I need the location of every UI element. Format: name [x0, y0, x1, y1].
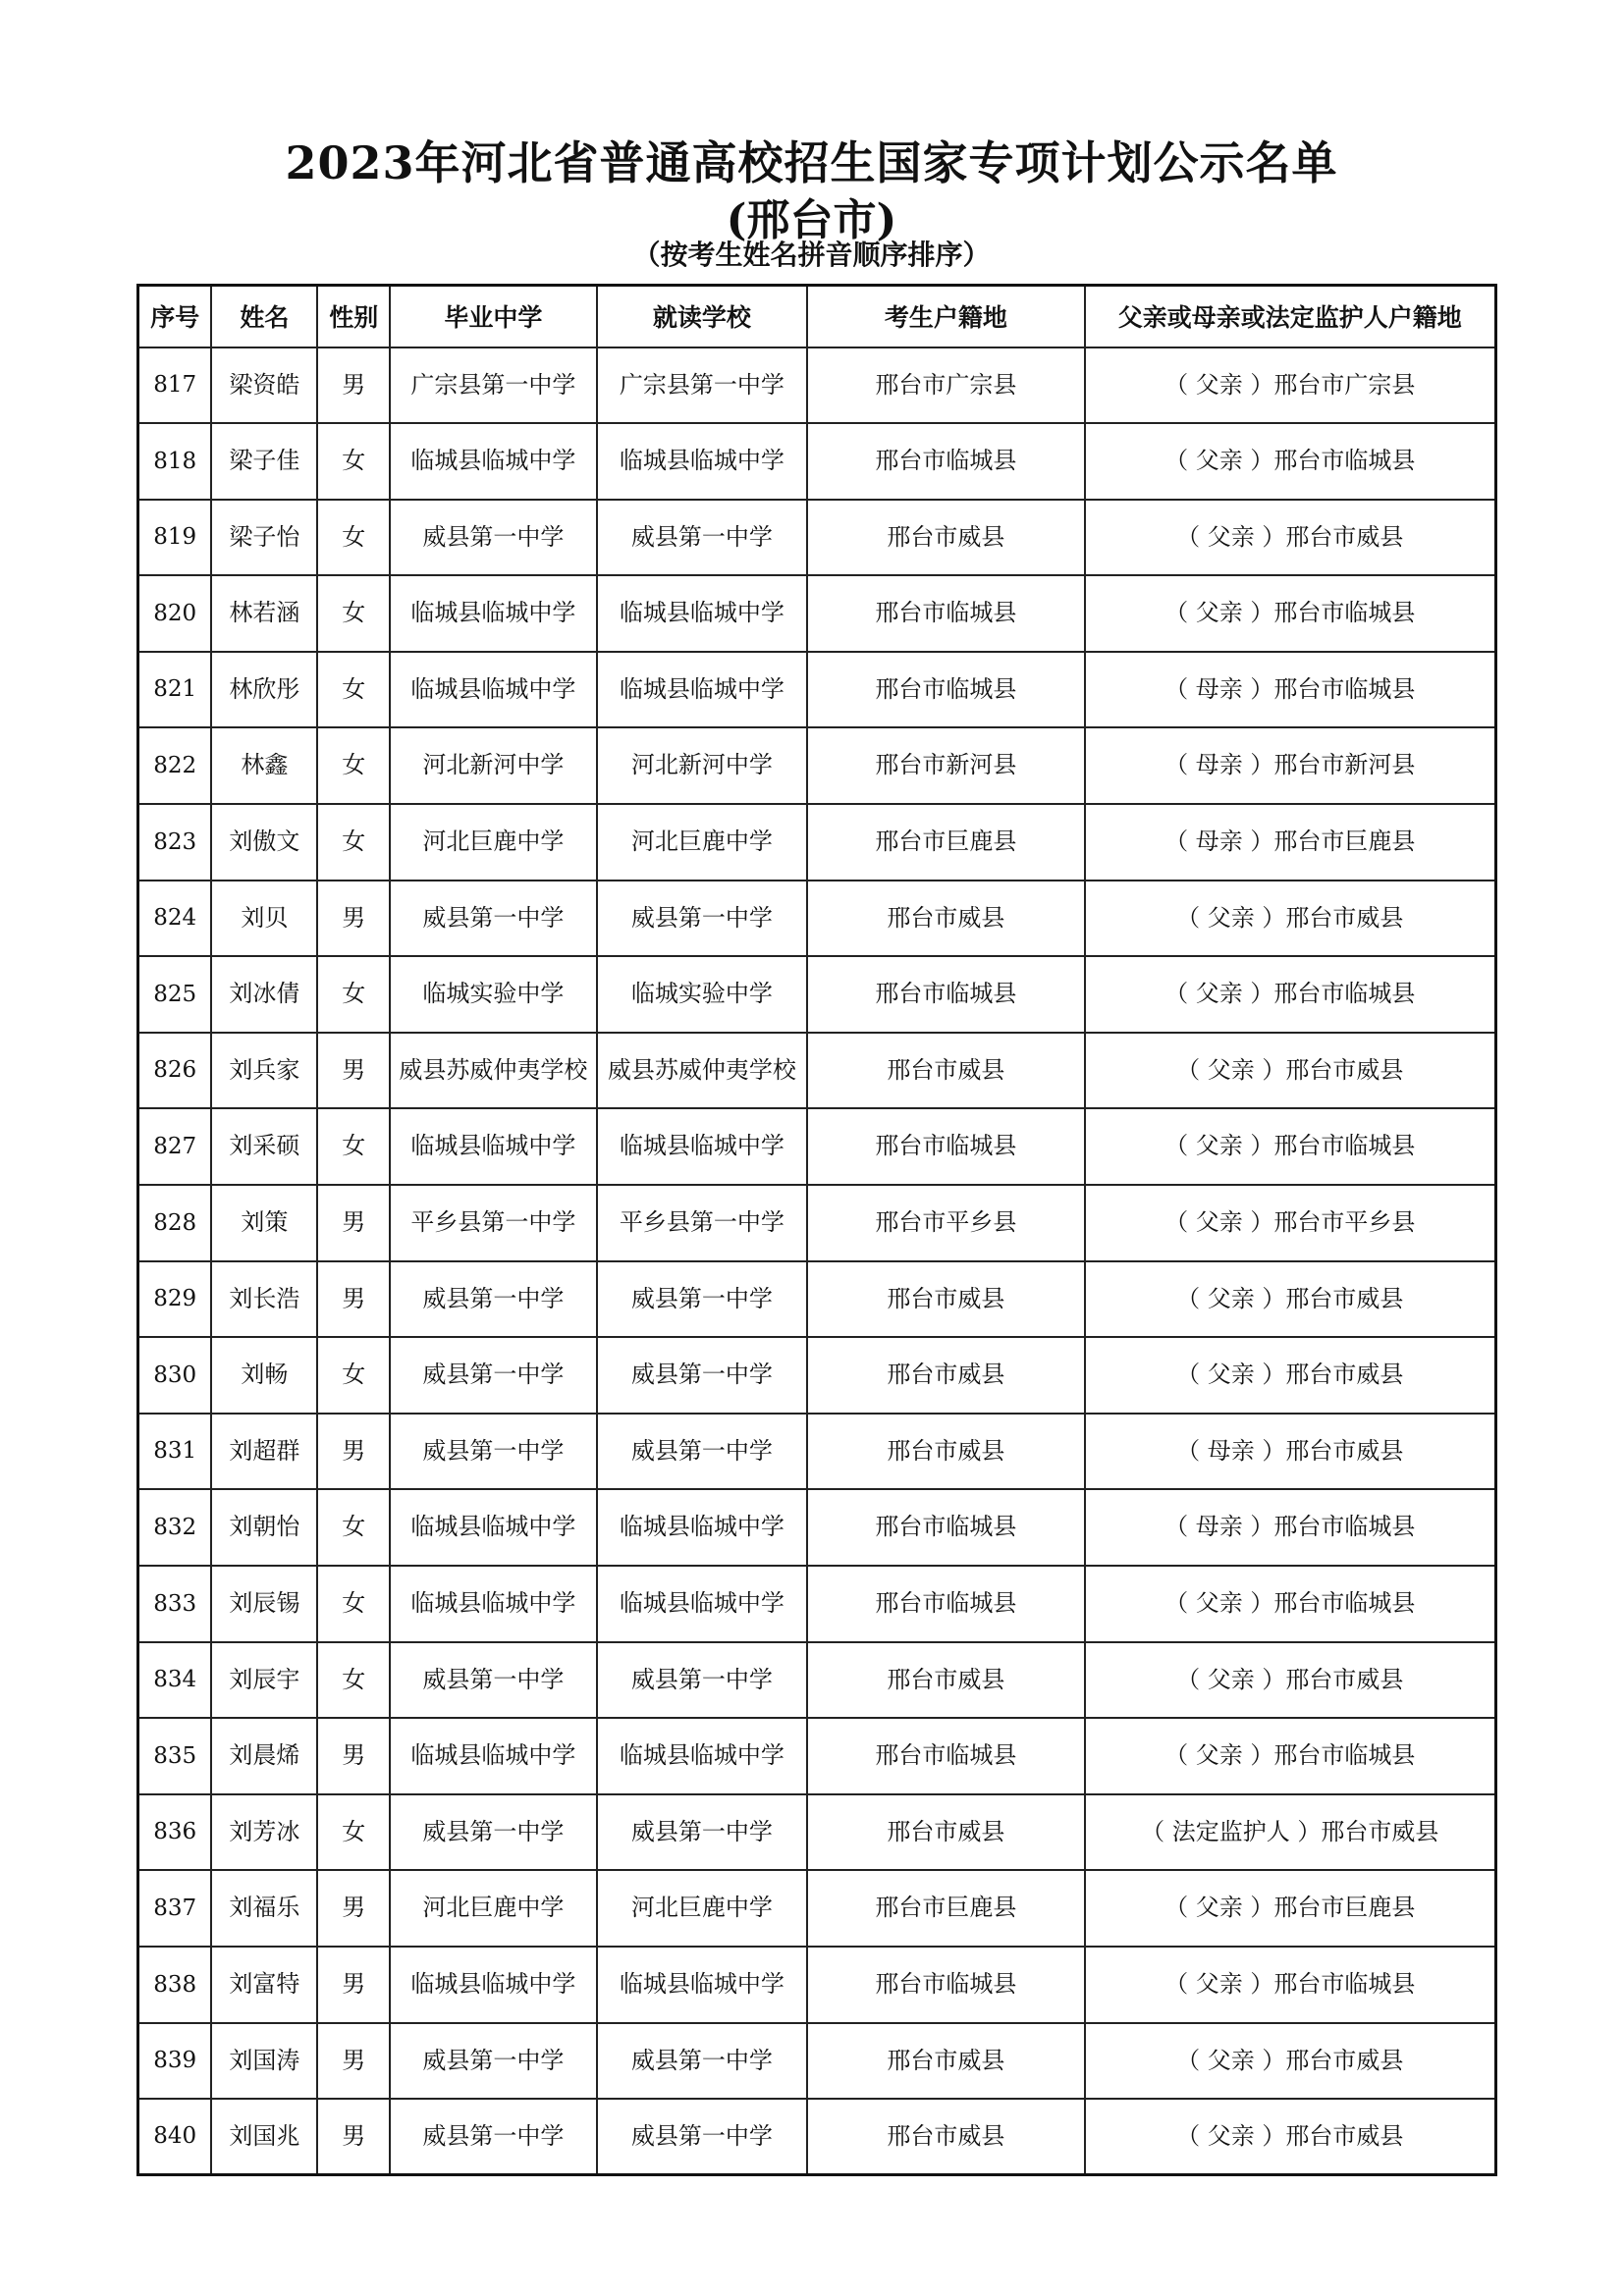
cell-graduated-school: 平乡县第一中学: [390, 1185, 596, 1261]
cell-name: 林鑫: [211, 727, 317, 804]
cell-graduated-school: 临城县临城中学: [390, 652, 596, 728]
cell-name: 刘富特: [211, 1947, 317, 2023]
cell-gender: 男: [317, 1185, 390, 1261]
table-row: [138, 1794, 1496, 1871]
cell-index: 825: [138, 956, 212, 1033]
cell-graduated-school: 威县第一中学: [390, 2099, 596, 2175]
cell-current-school: 威县第一中学: [597, 2023, 808, 2100]
col-header-student-residence: 考生户籍地: [807, 286, 1084, 347]
cell-guardian-residence: （ 父亲 ）邢台市威县: [1085, 2023, 1496, 2100]
col-header-index: 序号: [138, 286, 212, 347]
cell-graduated-school: 临城县临城中学: [390, 1489, 596, 1566]
cell-current-school: 威县第一中学: [597, 1794, 808, 1871]
cell-graduated-school: 河北新河中学: [390, 727, 596, 804]
table-row: [138, 1261, 1496, 1338]
cell-guardian-residence: （ 母亲 ）邢台市新河县: [1085, 727, 1496, 804]
cell-graduated-school: 威县第一中学: [390, 2023, 596, 2100]
cell-name: 林欣彤: [211, 652, 317, 728]
table-body: [138, 347, 1496, 2175]
cell-current-school: 河北巨鹿中学: [597, 1870, 808, 1947]
col-header-gender: 性别: [317, 286, 390, 347]
cell-index: 826: [138, 1033, 212, 1109]
header-row: [138, 286, 1496, 347]
cell-name: 刘贝: [211, 881, 317, 957]
cell-name: 刘国兆: [211, 2099, 317, 2175]
cell-gender: 男: [317, 1261, 390, 1338]
table-row: [138, 1566, 1496, 1642]
cell-guardian-residence: （ 父亲 ）邢台市平乡县: [1085, 1185, 1496, 1261]
cell-index: 840: [138, 2099, 212, 2175]
cell-name: 刘冰倩: [211, 956, 317, 1033]
cell-gender: 男: [317, 881, 390, 957]
cell-graduated-school: 威县第一中学: [390, 881, 596, 957]
document-subtitle: (邢台市): [726, 195, 897, 245]
cell-gender: 男: [317, 1414, 390, 1490]
cell-gender: 女: [317, 804, 390, 881]
cell-graduated-school: 威县苏威仲夷学校: [390, 1033, 596, 1109]
table-row: [138, 881, 1496, 957]
cell-graduated-school: 威县第一中学: [390, 1261, 596, 1338]
cell-index: 833: [138, 1566, 212, 1642]
cell-current-school: 临城县临城中学: [597, 652, 808, 728]
cell-index: 832: [138, 1489, 212, 1566]
cell-current-school: 临城县临城中学: [597, 1947, 808, 2023]
cell-gender: 女: [317, 1794, 390, 1871]
cell-student-residence: 邢台市巨鹿县: [807, 1870, 1084, 1947]
cell-name: 刘朝怡: [211, 1489, 317, 1566]
cell-graduated-school: 临城县临城中学: [390, 1947, 596, 2023]
cell-graduated-school: 河北巨鹿中学: [390, 1870, 596, 1947]
cell-index: 828: [138, 1185, 212, 1261]
cell-index: 819: [138, 500, 212, 576]
cell-guardian-residence: （ 法定监护人 ）邢台市威县: [1085, 1794, 1496, 1871]
cell-guardian-residence: （ 母亲 ）邢台市巨鹿县: [1085, 804, 1496, 881]
cell-index: 822: [138, 727, 212, 804]
cell-guardian-residence: （ 父亲 ）邢台市巨鹿县: [1085, 1870, 1496, 1947]
cell-name: 林若涵: [211, 575, 317, 652]
col-header-current-school: 就读学校: [597, 286, 808, 347]
cell-student-residence: 邢台市临城县: [807, 1108, 1084, 1185]
cell-graduated-school: 临城县临城中学: [390, 1718, 596, 1794]
cell-guardian-residence: （ 父亲 ）邢台市威县: [1085, 2099, 1496, 2175]
cell-graduated-school: 临城县临城中学: [390, 423, 596, 500]
cell-name: 梁子怡: [211, 500, 317, 576]
sort-note: （按考生姓名拼音顺序排序）: [632, 239, 991, 271]
table-row: [138, 2023, 1496, 2100]
cell-current-school: 威县第一中学: [597, 881, 808, 957]
cell-index: 831: [138, 1414, 212, 1490]
cell-graduated-school: 临城实验中学: [390, 956, 596, 1033]
cell-guardian-residence: （ 父亲 ）邢台市广宗县: [1085, 347, 1496, 424]
cell-current-school: 威县第一中学: [597, 1337, 808, 1414]
cell-gender: 女: [317, 727, 390, 804]
cell-student-residence: 邢台市临城县: [807, 1489, 1084, 1566]
cell-gender: 女: [317, 575, 390, 652]
cell-name: 梁资皓: [211, 347, 317, 424]
cell-index: 838: [138, 1947, 212, 2023]
table-row: [138, 727, 1496, 804]
cell-guardian-residence: （ 父亲 ）邢台市临城县: [1085, 1718, 1496, 1794]
cell-current-school: 广宗县第一中学: [597, 347, 808, 424]
cell-name: 刘畅: [211, 1337, 317, 1414]
cell-guardian-residence: （ 父亲 ）邢台市临城县: [1085, 1947, 1496, 2023]
cell-graduated-school: 威县第一中学: [390, 1414, 596, 1490]
cell-index: 823: [138, 804, 212, 881]
table-row: [138, 1185, 1496, 1261]
cell-name: 刘策: [211, 1185, 317, 1261]
cell-current-school: 威县第一中学: [597, 1414, 808, 1490]
cell-student-residence: 邢台市威县: [807, 1642, 1084, 1719]
cell-gender: 男: [317, 2023, 390, 2100]
cell-name: 刘兵家: [211, 1033, 317, 1109]
cell-guardian-residence: （ 母亲 ）邢台市临城县: [1085, 652, 1496, 728]
cell-gender: 男: [317, 347, 390, 424]
cell-name: 刘超群: [211, 1414, 317, 1490]
cell-gender: 女: [317, 500, 390, 576]
cell-index: 839: [138, 2023, 212, 2100]
cell-graduated-school: 临城县临城中学: [390, 575, 596, 652]
cell-guardian-residence: （ 父亲 ）邢台市临城县: [1085, 1566, 1496, 1642]
cell-graduated-school: 威县第一中学: [390, 500, 596, 576]
cell-student-residence: 邢台市临城县: [807, 575, 1084, 652]
cell-name: 刘晨烯: [211, 1718, 317, 1794]
cell-name: 梁子佳: [211, 423, 317, 500]
cell-guardian-residence: （ 父亲 ）邢台市临城县: [1085, 956, 1496, 1033]
cell-student-residence: 邢台市临城县: [807, 1566, 1084, 1642]
cell-student-residence: 邢台市威县: [807, 2099, 1084, 2175]
cell-student-residence: 邢台市临城县: [807, 1947, 1084, 2023]
table-row: [138, 1337, 1496, 1414]
table-row: [138, 575, 1496, 652]
cell-gender: 女: [317, 1642, 390, 1719]
document-title: 2023年河北省普通高校招生国家专项计划公示名单: [285, 136, 1338, 189]
cell-index: 817: [138, 347, 212, 424]
cell-gender: 女: [317, 1489, 390, 1566]
cell-current-school: 威县第一中学: [597, 1261, 808, 1338]
cell-guardian-residence: （ 父亲 ）邢台市临城县: [1085, 575, 1496, 652]
cell-name: 刘国涛: [211, 2023, 317, 2100]
cell-current-school: 河北新河中学: [597, 727, 808, 804]
cell-index: 820: [138, 575, 212, 652]
cell-index: 834: [138, 1642, 212, 1719]
cell-guardian-residence: （ 父亲 ）邢台市威县: [1085, 1642, 1496, 1719]
table-row: [138, 2099, 1496, 2175]
cell-current-school: 临城县临城中学: [597, 1108, 808, 1185]
cell-guardian-residence: （ 父亲 ）邢台市威县: [1085, 881, 1496, 957]
table-row: [138, 956, 1496, 1033]
cell-guardian-residence: （ 母亲 ）邢台市临城县: [1085, 1489, 1496, 1566]
col-header-name: 姓名: [211, 286, 317, 347]
cell-student-residence: 邢台市临城县: [807, 956, 1084, 1033]
cell-guardian-residence: （ 父亲 ）邢台市威县: [1085, 1337, 1496, 1414]
cell-name: 刘采硕: [211, 1108, 317, 1185]
cell-graduated-school: 河北巨鹿中学: [390, 804, 596, 881]
cell-current-school: 临城县临城中学: [597, 1489, 808, 1566]
table-row: [138, 1718, 1496, 1794]
col-header-guardian-residence: 父亲或母亲或法定监护人户籍地: [1085, 286, 1496, 347]
cell-index: 827: [138, 1108, 212, 1185]
table-header: [138, 286, 1496, 347]
cell-name: 刘傲文: [211, 804, 317, 881]
cell-student-residence: 邢台市威县: [807, 2023, 1084, 2100]
cell-current-school: 临城实验中学: [597, 956, 808, 1033]
cell-guardian-residence: （ 父亲 ）邢台市威县: [1085, 1261, 1496, 1338]
table-row: [138, 804, 1496, 881]
table-row: [138, 1870, 1496, 1947]
cell-graduated-school: 威县第一中学: [390, 1642, 596, 1719]
cell-graduated-school: 威县第一中学: [390, 1794, 596, 1871]
cell-name: 刘芳冰: [211, 1794, 317, 1871]
cell-student-residence: 邢台市平乡县: [807, 1185, 1084, 1261]
cell-gender: 男: [317, 1870, 390, 1947]
cell-student-residence: 邢台市威县: [807, 1794, 1084, 1871]
cell-current-school: 威县第一中学: [597, 1642, 808, 1719]
table-row: [138, 1642, 1496, 1719]
cell-student-residence: 邢台市威县: [807, 1414, 1084, 1490]
cell-student-residence: 邢台市广宗县: [807, 347, 1084, 424]
cell-name: 刘辰锡: [211, 1566, 317, 1642]
cell-gender: 男: [317, 2099, 390, 2175]
cell-student-residence: 邢台市临城县: [807, 423, 1084, 500]
cell-current-school: 河北巨鹿中学: [597, 804, 808, 881]
cell-student-residence: 邢台市威县: [807, 500, 1084, 576]
table-row: [138, 1033, 1496, 1109]
cell-current-school: 威县第一中学: [597, 2099, 808, 2175]
table-row: [138, 500, 1496, 576]
cell-gender: 女: [317, 423, 390, 500]
cell-current-school: 威县苏威仲夷学校: [597, 1033, 808, 1109]
col-header-graduated-school: 毕业中学: [390, 286, 596, 347]
cell-gender: 女: [317, 1566, 390, 1642]
cell-guardian-residence: （ 父亲 ）邢台市临城县: [1085, 1108, 1496, 1185]
cell-index: 837: [138, 1870, 212, 1947]
table-row: [138, 1108, 1496, 1185]
table-row: [138, 347, 1496, 424]
cell-student-residence: 邢台市威县: [807, 1337, 1084, 1414]
cell-current-school: 临城县临城中学: [597, 1566, 808, 1642]
cell-gender: 女: [317, 652, 390, 728]
cell-gender: 男: [317, 1718, 390, 1794]
table-row: [138, 1489, 1496, 1566]
cell-graduated-school: 临城县临城中学: [390, 1566, 596, 1642]
cell-guardian-residence: （ 父亲 ）邢台市临城县: [1085, 423, 1496, 500]
cell-index: 836: [138, 1794, 212, 1871]
cell-index: 829: [138, 1261, 212, 1338]
cell-gender: 女: [317, 956, 390, 1033]
cell-name: 刘福乐: [211, 1870, 317, 1947]
cell-current-school: 临城县临城中学: [597, 1718, 808, 1794]
cell-guardian-residence: （ 父亲 ）邢台市威县: [1085, 1033, 1496, 1109]
cell-graduated-school: 临城县临城中学: [390, 1108, 596, 1185]
cell-graduated-school: 广宗县第一中学: [390, 347, 596, 424]
cell-gender: 男: [317, 1947, 390, 2023]
table-row: [138, 423, 1496, 500]
student-list-table: [136, 284, 1497, 2176]
cell-gender: 男: [317, 1033, 390, 1109]
cell-current-school: 临城县临城中学: [597, 575, 808, 652]
cell-student-residence: 邢台市巨鹿县: [807, 804, 1084, 881]
cell-student-residence: 邢台市威县: [807, 1261, 1084, 1338]
cell-index: 824: [138, 881, 212, 957]
cell-gender: 女: [317, 1337, 390, 1414]
cell-name: 刘长浩: [211, 1261, 317, 1338]
cell-index: 835: [138, 1718, 212, 1794]
table-row: [138, 1414, 1496, 1490]
cell-guardian-residence: （ 父亲 ）邢台市威县: [1085, 500, 1496, 576]
cell-student-residence: 邢台市临城县: [807, 652, 1084, 728]
cell-index: 830: [138, 1337, 212, 1414]
cell-student-residence: 邢台市威县: [807, 881, 1084, 957]
cell-student-residence: 邢台市新河县: [807, 727, 1084, 804]
cell-index: 821: [138, 652, 212, 728]
cell-current-school: 威县第一中学: [597, 500, 808, 576]
cell-name: 刘辰宇: [211, 1642, 317, 1719]
table-row: [138, 652, 1496, 728]
cell-guardian-residence: （ 母亲 ）邢台市威县: [1085, 1414, 1496, 1490]
cell-gender: 女: [317, 1108, 390, 1185]
cell-current-school: 平乡县第一中学: [597, 1185, 808, 1261]
cell-index: 818: [138, 423, 212, 500]
table-row: [138, 1947, 1496, 2023]
cell-student-residence: 邢台市临城县: [807, 1718, 1084, 1794]
cell-student-residence: 邢台市威县: [807, 1033, 1084, 1109]
cell-graduated-school: 威县第一中学: [390, 1337, 596, 1414]
cell-current-school: 临城县临城中学: [597, 423, 808, 500]
